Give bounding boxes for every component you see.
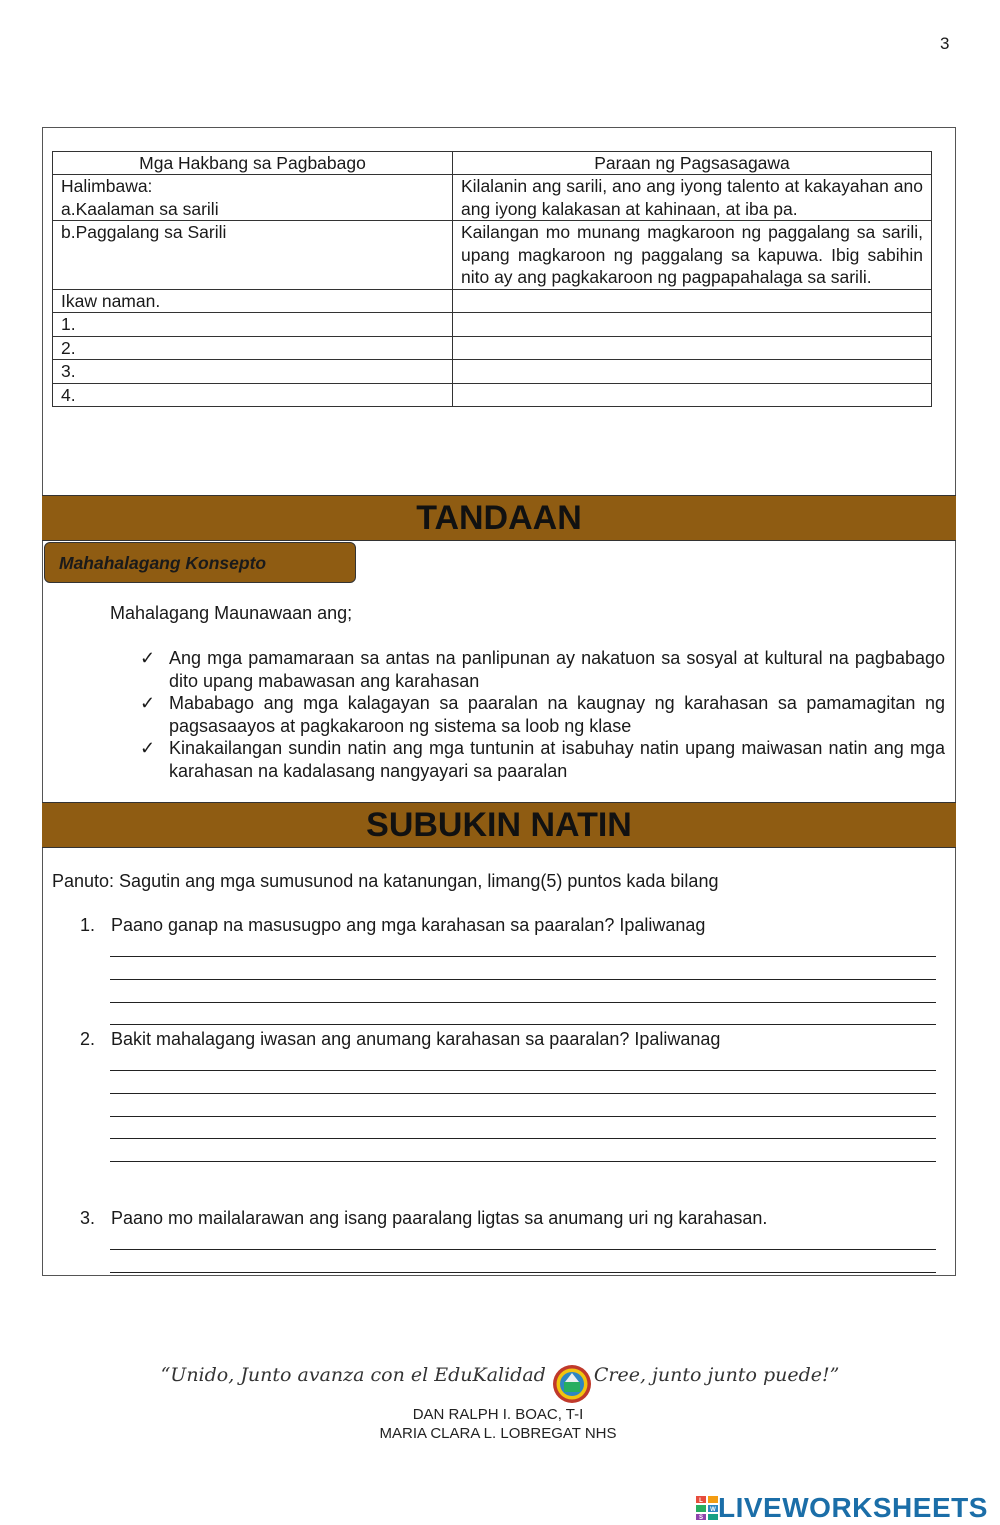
question-3 <box>80 1207 767 1229</box>
table-header-steps: Mga Hakbang sa Pagbabago <box>53 152 453 175</box>
table-row <box>53 313 932 337</box>
question-2 <box>80 1028 720 1050</box>
table-row <box>53 383 932 407</box>
concept-list <box>140 647 945 782</box>
example-label: Halimbawa: <box>61 176 153 196</box>
page-number: 3 <box>940 34 950 53</box>
question-1 <box>80 914 705 936</box>
author-name: DAN RALPH I. BOAC, T-I <box>412 1406 584 1423</box>
answer-line[interactable] <box>110 1070 936 1071</box>
check-icon: ✓ <box>140 693 156 713</box>
question-number: 1. <box>80 915 96 935</box>
school-name: MARIA CLARA L. LOBREGAT NHS <box>379 1425 617 1442</box>
instructions: Panuto: Sagutin ang mga sumusunod na katanungan, limang(5) puntos kada bilang <box>52 871 719 891</box>
question-text: Paano mo mailalarawan ang isang paaralang ligtas sa anumang uri ng karahasan. <box>111 1208 768 1228</box>
check-icon: ✓ <box>140 738 156 758</box>
table-header-method: Paraan ng Pagsasagawa <box>453 152 932 175</box>
answer-cell[interactable] <box>453 336 932 360</box>
brand-name: LIVEWORKSHEETS <box>718 1492 988 1523</box>
check-icon: ✓ <box>140 648 156 668</box>
subukin-header: SUBUKIN NATIN <box>42 802 956 848</box>
answer-line[interactable] <box>110 1161 936 1162</box>
blank-row-number: 3. <box>53 360 453 384</box>
list-item <box>140 692 945 737</box>
concept-text: Mababago ang mga kalagayan sa paaralan na kaugnay ng karahasan sa pamamagitan ng pagsasaayos at pagkakaroon ng sistema sa loob ng klase <box>169 693 945 736</box>
answer-line[interactable] <box>110 1249 936 1250</box>
answer-line[interactable] <box>110 1024 936 1025</box>
concept-text: Kinakailangan sundin natin ang mga tuntunin at isabuhay natin upang maiwasan natin ang mga karahasan na kadalasang nangyayari sa paaralan <box>169 738 945 781</box>
answer-line[interactable] <box>110 1272 936 1273</box>
steps-table <box>52 151 932 407</box>
logo-letter: L <box>699 1498 703 1504</box>
motto-left: “Unido, Junto avanza con el EduKalidad <box>160 1364 546 1386</box>
answer-line[interactable] <box>110 1138 936 1139</box>
question-number: 3. <box>80 1208 96 1228</box>
blank-row-number: 2. <box>53 336 453 360</box>
table-cell-method: Kailangan mo munang magkaroon ng paggalang sa sarili, upang magkaroon ng paggalang sa kapuwa. Ibig sabihin nito ay ang pagkakaroon ng pagpapahalaga sa sarili. <box>453 221 932 290</box>
question-text: Paano ganap na masusugpo ang mga karahasan sa paaralan? Ipaliwanag <box>111 915 706 935</box>
liveworksheets-logo-icon <box>696 1496 718 1520</box>
your-turn-label: Ikaw naman. <box>53 289 453 313</box>
school-seal-icon <box>552 1364 592 1404</box>
logo-letter: W <box>710 1507 716 1513</box>
answer-cell[interactable] <box>453 383 932 407</box>
list-item <box>140 647 945 692</box>
answer-line[interactable] <box>110 1116 936 1117</box>
answer-line[interactable] <box>110 1093 936 1094</box>
question-number: 2. <box>80 1029 96 1049</box>
table-row <box>53 289 932 313</box>
logo-letter: S <box>698 1515 704 1520</box>
tandaan-header: TANDAAN <box>42 495 956 541</box>
answer-cell[interactable] <box>453 360 932 384</box>
concepts-tab: Mahahalagang Konsepto <box>44 542 356 583</box>
answer-line[interactable] <box>110 979 936 980</box>
question-text: Bakit mahalagang iwasan ang anumang karahasan sa paaralan? Ipaliwanag <box>111 1029 721 1049</box>
list-item <box>140 737 945 782</box>
school-motto <box>0 1364 1000 1386</box>
answer-line[interactable] <box>110 1002 936 1003</box>
table-row <box>53 221 932 290</box>
tandaan-intro: Mahalagang Maunawaan ang; <box>110 603 353 623</box>
answer-cell[interactable] <box>453 313 932 337</box>
answer-cell[interactable] <box>453 289 932 313</box>
answer-line[interactable] <box>110 956 936 957</box>
table-row <box>53 360 932 384</box>
table-row <box>53 336 932 360</box>
concept-text: Ang mga pamamaraan sa antas na panlipunan ay nakatuon sa sosyal at kultural na pagbabago dito upang mabawasan ang karahasan <box>169 648 945 691</box>
table-cell-step <box>53 175 453 221</box>
table-row <box>53 175 932 221</box>
liveworksheets-logo <box>696 1492 988 1524</box>
table-header-row <box>53 152 932 175</box>
table-cell-step: b.Paggalang sa Sarili <box>53 221 453 290</box>
blank-row-number: 4. <box>53 383 453 407</box>
blank-row-number: 1. <box>53 313 453 337</box>
motto-right: Cree, junto junto puede!” <box>593 1364 840 1386</box>
table-cell-method: Kilalanin ang sarili, ano ang iyong talento at kakayahan ano ang iyong kalakasan at kahinaan, at iba pa. <box>453 175 932 221</box>
step-text: a.Kaalaman sa sarili <box>61 198 219 219</box>
